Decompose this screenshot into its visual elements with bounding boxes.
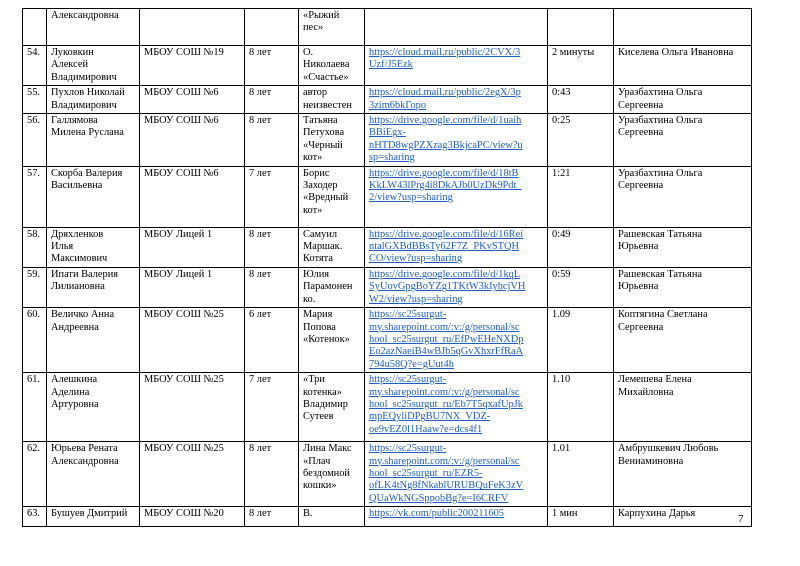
cell-text-line: Уразбахтина Ольга	[618, 87, 703, 99]
age-cell	[245, 114, 299, 167]
video-link-cell[interactable]	[365, 308, 548, 373]
link-text-line[interactable]: mpEQyliDPgBU7NX_VDZ-	[369, 411, 491, 423]
duration-cell	[548, 9, 614, 46]
video-link-cell[interactable]	[365, 114, 548, 167]
table-row	[23, 114, 752, 167]
cell-text-line: Николаева	[303, 59, 350, 71]
row-number-cell	[23, 373, 47, 442]
cell-text-line: Бушуев Дмитрий	[51, 508, 128, 520]
cell-text-line: Карпухина Дарья	[618, 508, 696, 520]
cell-text-line: «Три	[303, 374, 325, 386]
link-text-line[interactable]: https://sc25surgut-	[369, 309, 447, 321]
school-cell	[140, 9, 245, 46]
cell-text-line: Амбрушкевич Любовь	[618, 443, 719, 455]
table-row	[23, 373, 752, 442]
cell-text-line: Уразбахтина Ольга	[618, 115, 703, 127]
cell-text-line: Рашевская Татьяна	[618, 268, 703, 280]
cell-text-line: Александровна	[51, 10, 119, 21]
school-cell	[140, 507, 245, 527]
link-text-line[interactable]: oe9vEZ0l1Haaw?e=dcs4f1	[369, 423, 483, 435]
cell-text-line: Лина Макс	[303, 443, 352, 455]
cell-text: 59.	[27, 268, 40, 280]
cell-text: 61.	[27, 374, 40, 386]
link-text-line[interactable]: hool_sc25surgut_ru/Eb7T5qxafUpJk	[369, 398, 523, 410]
video-link-cell[interactable]	[365, 166, 548, 227]
participant-name-cell	[47, 227, 140, 267]
cell-text-line: МБОУ СОШ №25	[144, 374, 224, 386]
participant-name-cell	[47, 166, 140, 227]
link-text-line[interactable]: 2/view?usp=sharing	[369, 192, 453, 204]
cell-text-line: Алексей	[51, 59, 89, 71]
cell-text-line: Уразбахтина Ольга	[618, 167, 703, 179]
cell-text: 6 лет	[249, 309, 272, 321]
video-link-cell[interactable]	[365, 442, 548, 507]
table-row	[23, 86, 752, 114]
row-number-cell	[23, 227, 47, 267]
cell-text-line: Ипати Валерия	[51, 268, 119, 280]
link-text-line[interactable]: Uzf/J5Ezk	[369, 59, 413, 71]
cell-text: 7 лет	[249, 167, 272, 179]
duration-cell	[548, 86, 614, 114]
cell-text-line: Юлия	[303, 268, 330, 280]
link-text-line[interactable]: sp=sharing	[369, 152, 415, 164]
work-title-cell	[299, 114, 365, 167]
table-row	[23, 9, 752, 46]
link-text-line[interactable]: https://sc25surgut-	[369, 443, 447, 455]
age-cell	[245, 46, 299, 86]
cell-text-line: МБОУ Лицей 1	[144, 228, 213, 240]
cell-text-line: Илья	[51, 241, 74, 253]
age-cell	[245, 267, 299, 307]
cell-text-line: Луковкин	[51, 47, 94, 58]
work-title-cell	[299, 308, 365, 373]
work-title-cell	[299, 227, 365, 267]
cell-text: 1.01	[552, 443, 571, 455]
age-cell	[245, 86, 299, 114]
teacher-cell	[614, 114, 752, 167]
cell-text-line: Пухлов Николай	[51, 87, 125, 99]
cell-text-line: Самуил	[303, 228, 338, 240]
work-title-cell	[299, 166, 365, 227]
cell-text-line: Сергеевна	[618, 127, 664, 139]
school-cell	[140, 166, 245, 227]
table-row	[23, 227, 752, 267]
duration-cell	[548, 267, 614, 307]
row-number-cell	[23, 507, 47, 527]
school-cell	[140, 227, 245, 267]
school-cell	[140, 267, 245, 307]
cell-text-line: Заходер	[303, 180, 338, 192]
cell-text-line: Владимир	[303, 398, 348, 410]
video-link-cell[interactable]	[365, 267, 548, 307]
school-cell	[140, 308, 245, 373]
duration-cell	[548, 507, 614, 527]
school-cell	[140, 86, 245, 114]
link-text-line[interactable]: SyUovGpgBoYZg1TKtW3kIyhcjVH	[369, 281, 526, 293]
school-cell	[140, 46, 245, 86]
teacher-cell	[614, 373, 752, 442]
row-number-cell	[23, 46, 47, 86]
duration-cell	[548, 308, 614, 373]
video-link-cell[interactable]	[365, 227, 548, 267]
teacher-cell	[614, 267, 752, 307]
cell-text: 1.09	[552, 309, 571, 321]
school-cell	[140, 114, 245, 167]
cell-text-line: МБОУ Лицей 1	[144, 268, 213, 280]
cell-text: 1:21	[552, 167, 571, 179]
cell-text: 55.	[27, 87, 40, 99]
cell-text: 54.	[27, 47, 40, 58]
link-text-line[interactable]: W2/view?usp=sharing	[369, 293, 463, 305]
cell-text-line: «Счастье»	[303, 71, 349, 83]
cell-text-line: МБОУ СОШ №6	[144, 87, 219, 99]
duration-cell	[548, 46, 614, 86]
cell-text-line: Сутеев	[303, 411, 334, 423]
teacher-cell	[614, 227, 752, 267]
teacher-cell	[614, 442, 752, 507]
link-text-line[interactable]: https://vk.com/public200211605	[369, 508, 504, 520]
cell-text-line: Киселева Ольга Ивановна	[618, 47, 734, 58]
link-text-line[interactable]: BBiEgx-	[369, 127, 406, 139]
teacher-cell	[614, 86, 752, 114]
participant-name-cell	[47, 9, 140, 46]
cell-text-line: МБОУ СОШ №6	[144, 115, 219, 127]
video-link-cell[interactable]	[365, 507, 548, 527]
cell-text-line: Аделина	[51, 386, 90, 398]
cell-text-line: Мария	[303, 309, 333, 321]
cell-text: 60.	[27, 309, 40, 321]
cell-text-line: Лемешева Елена	[618, 374, 692, 386]
link-text-line[interactable]: hool_sc25surgut_ru/EZR5-	[369, 467, 483, 479]
link-text-line[interactable]: 794u58Q?e=gUut4h	[369, 358, 454, 370]
cell-text: 56.	[27, 115, 40, 127]
duration-cell	[548, 442, 614, 507]
row-number-cell	[23, 9, 47, 46]
participant-name-cell	[47, 507, 140, 527]
row-number-cell	[23, 166, 47, 227]
work-title-cell	[299, 46, 365, 86]
cell-text-line: МБОУ СОШ №19	[144, 47, 224, 58]
cell-text-line: Вениаминовна	[618, 455, 684, 467]
cell-text-line: «Котенок»	[303, 333, 350, 345]
cell-text-line: пес»	[303, 22, 324, 34]
cell-text: 7 лет	[249, 374, 272, 386]
cell-text: 8 лет	[249, 508, 272, 520]
teacher-cell	[614, 9, 752, 46]
cell-text: 58.	[27, 228, 40, 240]
cell-text-line: «Рыжий	[303, 10, 340, 21]
cell-text-line: Лилиановна	[51, 281, 105, 293]
cell-text-line: Татьяна	[303, 115, 338, 127]
participant-name-cell	[47, 86, 140, 114]
cell-text: 62.	[27, 443, 40, 455]
video-link-cell	[365, 9, 548, 46]
participant-name-cell	[47, 46, 140, 86]
cell-text-line: Коптягина Светлана	[618, 309, 708, 321]
table-row	[23, 308, 752, 373]
link-text-line[interactable]: https://sc25surgut-	[369, 374, 447, 386]
page-number: 7	[738, 513, 744, 525]
cell-text-line: Величко Анна	[51, 309, 115, 321]
link-text-line[interactable]: https://cloud.mail.ru/public/2egX/3p	[369, 87, 521, 99]
cell-text: 0:43	[552, 87, 571, 99]
link-text-line[interactable]: my.sharepoint.com/:v:/g/personal/sc	[369, 321, 520, 333]
row-number-cell	[23, 114, 47, 167]
age-cell	[245, 227, 299, 267]
school-cell	[140, 373, 245, 442]
participant-name-cell	[47, 442, 140, 507]
link-text-line[interactable]: my.sharepoint.com/:v:/g/personal/sc	[369, 386, 520, 398]
age-cell	[245, 9, 299, 46]
teacher-cell	[614, 507, 752, 527]
link-text-line[interactable]: CO/view?usp=sharing	[369, 253, 463, 265]
cell-text-line: Юрьевна	[618, 241, 659, 253]
link-text-line[interactable]: ofLK4tNg8fNkablURUBQuFeK3zV	[369, 480, 524, 492]
cell-text: 8 лет	[249, 443, 272, 455]
link-text-line[interactable]: https://drive.google.com/file/d/1uaih	[369, 115, 522, 127]
cell-text-line: бездомной	[303, 467, 350, 479]
work-title-cell	[299, 9, 365, 46]
cell-text-line: Юрьевна	[618, 281, 659, 293]
participant-name-cell	[47, 308, 140, 373]
work-title-cell	[299, 267, 365, 307]
cell-text-line: Сергеевна	[618, 321, 664, 333]
link-text-line[interactable]: https://drive.google.com/file/d/16Rei	[369, 228, 524, 240]
age-cell	[245, 507, 299, 527]
teacher-cell	[614, 166, 752, 227]
cell-text-line: «Вредный	[303, 192, 349, 204]
cell-text: 2 минуты	[552, 47, 595, 58]
cell-text-line: Сергеевна	[618, 180, 664, 192]
cell-text-line: Рашевская Татьяна	[618, 228, 703, 240]
work-title-cell	[299, 86, 365, 114]
cell-text-line: МБОУ СОШ №25	[144, 309, 224, 321]
age-cell	[245, 308, 299, 373]
cell-text-line: «Плач	[303, 455, 331, 467]
work-title-cell	[299, 442, 365, 507]
link-text-line[interactable]: KkLW43lPrg4i8DkAJb0UzDk9Pdt_	[369, 180, 522, 192]
cell-text-line: Борис	[303, 167, 330, 179]
cell-text-line: Сергеевна	[618, 99, 664, 111]
link-text-line[interactable]: 3zim6bkГоро	[369, 99, 427, 111]
link-text-line[interactable]: hool_sc25surgut_ru/EfPwEHeNXDp	[369, 333, 524, 345]
cell-text: 8 лет	[249, 228, 272, 240]
table-row	[23, 507, 752, 527]
cell-text-line: Юрьева Рената	[51, 443, 118, 455]
link-text-line[interactable]: https://cloud.mail.ru/public/2CVX/3	[369, 47, 521, 58]
duration-cell	[548, 114, 614, 167]
age-cell	[245, 166, 299, 227]
cell-text: 8 лет	[249, 87, 272, 99]
cell-text-line: МБОУ СОШ №20	[144, 508, 224, 520]
cell-text-line: Петухова	[303, 127, 345, 139]
cell-text-line: «Черный	[303, 139, 343, 151]
cell-text-line: Дряхленков	[51, 228, 104, 240]
participant-name-cell	[47, 267, 140, 307]
duration-cell	[548, 227, 614, 267]
cell-text-line: Владимирович	[51, 71, 117, 83]
cell-text-line: кот»	[303, 152, 323, 164]
video-link-cell[interactable]	[365, 46, 548, 86]
cell-text-line: Парамонен	[303, 281, 353, 293]
link-text-line[interactable]: my.sharepoint.com/:v:/g/personal/sc	[369, 455, 520, 467]
participant-name-cell	[47, 114, 140, 167]
cell-text: 0:49	[552, 228, 571, 240]
cell-text-line: ко.	[303, 293, 316, 305]
cell-text-line: Васильевна	[51, 180, 103, 192]
table-row	[23, 46, 752, 86]
registration-table	[22, 8, 752, 527]
link-text-line[interactable]: ntalGXBdBBsTy62F7Z_PKvSTQH	[369, 241, 519, 253]
age-cell	[245, 373, 299, 442]
cell-text-line: Артуровна	[51, 398, 99, 410]
cell-text: 8 лет	[249, 115, 272, 127]
teacher-cell	[614, 46, 752, 86]
link-text-line[interactable]: https://drive.google.com/file/d/1kqL	[369, 268, 521, 280]
cell-text: 0:25	[552, 115, 571, 127]
cell-text: 63.	[27, 508, 40, 520]
cell-text: 1 мин	[552, 508, 578, 520]
cell-text-line: Маршак.	[303, 241, 343, 253]
cell-text-line: Котята	[303, 253, 333, 265]
cell-text: 57.	[27, 167, 40, 179]
cell-text-line: Андреевна	[51, 321, 99, 333]
row-number-cell	[23, 86, 47, 114]
cell-text-line: кошки»	[303, 480, 337, 492]
work-title-cell	[299, 507, 365, 527]
link-text-line[interactable]: https://drive.google.com/file/d/18tB	[369, 167, 519, 179]
cell-text-line: Милена Руслана	[51, 127, 124, 139]
cell-text-line: В.	[303, 508, 313, 520]
cell-text-line: автор	[303, 87, 328, 99]
cell-text-line: Александровна	[51, 455, 119, 467]
cell-text-line: МБОУ СОШ №6	[144, 167, 219, 179]
cell-text-line: Алешкина	[51, 374, 98, 386]
cell-text-line: неизвестен	[303, 99, 352, 111]
cell-text-line: Владимирович	[51, 99, 117, 111]
cell-text-line: Попова	[303, 321, 336, 333]
link-text-line[interactable]: Eo2azNaeiB4wBJb5qGvXhxrFfRaA	[369, 346, 524, 358]
cell-text-line: Скорба Валерия	[51, 167, 123, 179]
cell-text: 8 лет	[249, 268, 272, 280]
cell-text: 1.10	[552, 374, 571, 386]
cell-text-line: котенка»	[303, 386, 342, 398]
cell-text-line: Галлямова	[51, 115, 98, 127]
cell-text-line: МБОУ СОШ №25	[144, 443, 224, 455]
cell-text-line: Михайловна	[618, 386, 674, 398]
table-row	[23, 442, 752, 507]
cell-text: 0:59	[552, 268, 571, 280]
row-number-cell	[23, 308, 47, 373]
row-number-cell	[23, 267, 47, 307]
work-title-cell	[299, 373, 365, 442]
cell-text-line: О.	[303, 47, 314, 58]
table-row	[23, 166, 752, 227]
school-cell	[140, 442, 245, 507]
cell-text-line: Максимович	[51, 253, 108, 265]
participant-name-cell	[47, 373, 140, 442]
cell-text: 8 лет	[249, 47, 272, 58]
video-link-cell[interactable]	[365, 86, 548, 114]
table-row	[23, 267, 752, 307]
link-text-line[interactable]: QUaWkNGSppobBg?e=I6CRFV	[369, 492, 509, 504]
age-cell	[245, 442, 299, 507]
link-text-line[interactable]: nHTD8wgPZXzag3BkjcaPC/view?u	[369, 139, 523, 151]
teacher-cell	[614, 308, 752, 373]
row-number-cell	[23, 442, 47, 507]
cell-text-line: кот»	[303, 204, 323, 216]
video-link-cell[interactable]	[365, 373, 548, 442]
duration-cell	[548, 373, 614, 442]
duration-cell	[548, 166, 614, 227]
